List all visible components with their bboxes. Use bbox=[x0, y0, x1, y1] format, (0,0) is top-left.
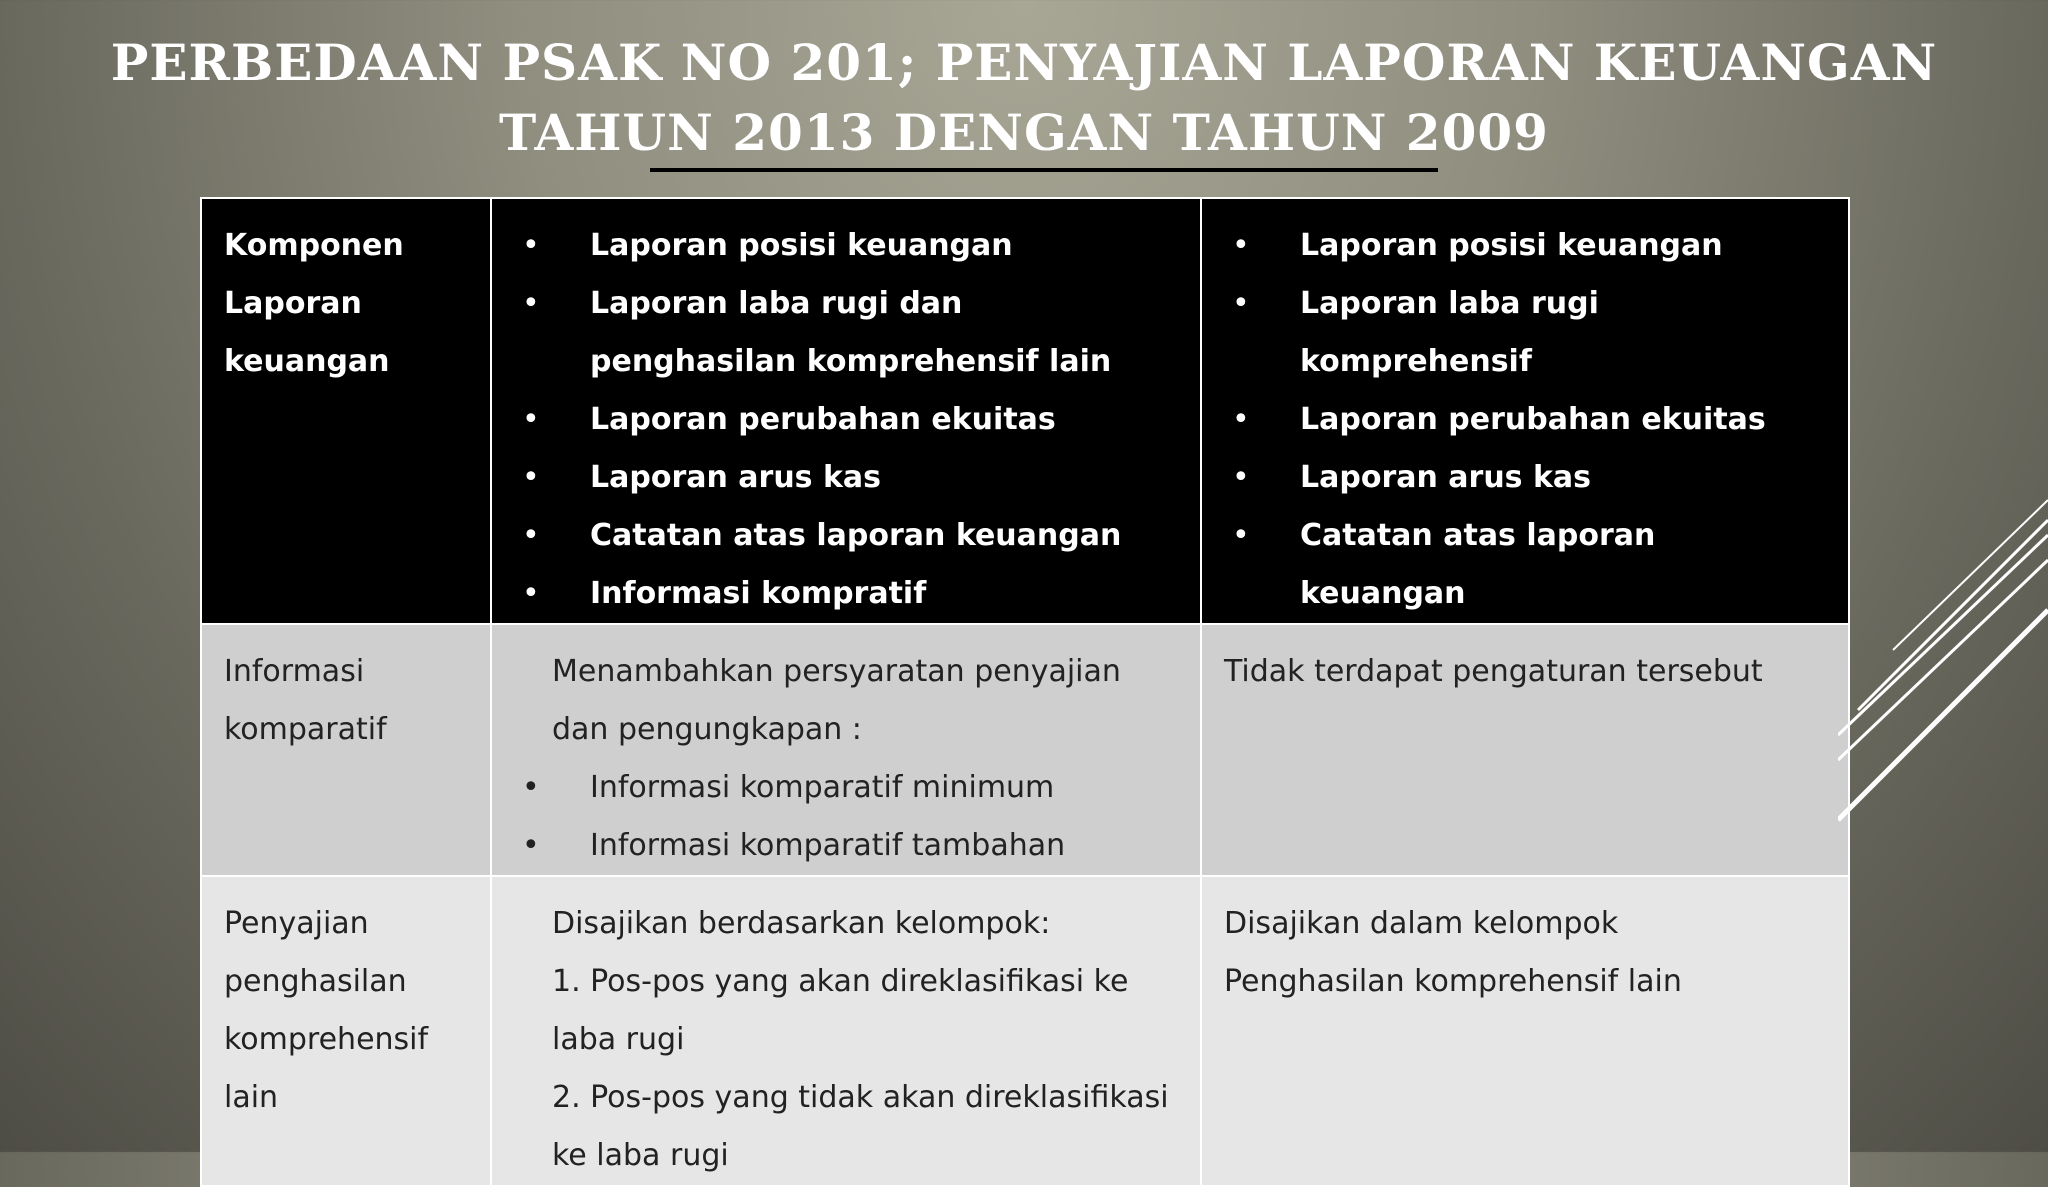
row-label-cell bbox=[201, 876, 491, 1186]
list-item: • Laporan laba rugi komprehensif bbox=[1224, 275, 1826, 391]
list-item: • Informasi kompratif bbox=[514, 565, 1178, 623]
cell-line: Disajikan dalam kelompok bbox=[1224, 906, 1619, 941]
list-item: • Laporan arus kas bbox=[514, 449, 1178, 507]
title-underline bbox=[650, 168, 1438, 172]
title-line-1: PERBEDAAN PSAK NO 201; PENYAJIAN LAPORAN KEUANGAN bbox=[110, 33, 1938, 92]
psak-2009-cell bbox=[1201, 624, 1849, 876]
row-label-cell bbox=[201, 198, 491, 624]
table-row bbox=[201, 624, 1849, 876]
list-item: • Laporan posisi keuangan bbox=[1224, 217, 1826, 275]
slide-title bbox=[0, 28, 2048, 168]
cell-line: 1. Pos-pos yang akan direklasifikasi ke laba rugi bbox=[552, 964, 1129, 1057]
list-item: • Informasi komparatif minimum bbox=[514, 759, 1178, 817]
row-label-line: komparatif bbox=[224, 712, 387, 747]
list-item: • Laporan perubahan ekuitas bbox=[1224, 391, 1826, 449]
list-item: • Informasi komparatif tambahan bbox=[514, 817, 1178, 875]
psak-2013-cell bbox=[491, 198, 1201, 624]
table-row bbox=[201, 876, 1849, 1186]
comparison-table bbox=[200, 197, 1850, 1187]
table-row bbox=[201, 198, 1849, 624]
row-label-cell bbox=[201, 624, 491, 876]
row-label-line: komprehensif bbox=[224, 1022, 429, 1057]
bullet-list bbox=[1224, 217, 1826, 623]
cell-line: Penghasilan komprehensif lain bbox=[1224, 964, 1682, 999]
decorative-lines bbox=[1838, 480, 2048, 840]
cell-intro: Menambahkan persyaratan penyajian dan pengungkapan : bbox=[552, 654, 1121, 747]
psak-2009-cell bbox=[1201, 198, 1849, 624]
list-item: • Catatan atas laporan keuangan bbox=[514, 507, 1178, 565]
psak-2013-cell bbox=[491, 624, 1201, 876]
bullet-list bbox=[514, 759, 1178, 875]
list-item: • Laporan laba rugi dan penghasilan komprehensif lain bbox=[514, 275, 1178, 391]
title-line-2: TAHUN 2013 DENGAN TAHUN 2009 bbox=[499, 103, 1549, 162]
row-label-line: Komponen bbox=[224, 228, 404, 263]
row-label-line: penghasilan bbox=[224, 964, 407, 999]
cell-line: 2. Pos-pos yang tidak akan direklasifikasi ke laba rugi bbox=[552, 1080, 1169, 1173]
row-label-line: Laporan bbox=[224, 286, 362, 321]
bullet-list bbox=[514, 217, 1178, 623]
list-item: • Laporan posisi keuangan bbox=[514, 217, 1178, 275]
row-label-line: Informasi bbox=[224, 654, 365, 689]
list-item: • Laporan arus kas bbox=[1224, 449, 1826, 507]
row-label-line: keuangan bbox=[224, 344, 390, 379]
list-item: • Catatan atas laporan keuangan bbox=[1224, 507, 1826, 623]
list-item: • Laporan perubahan ekuitas bbox=[514, 391, 1178, 449]
cell-text: Tidak terdapat pengaturan tersebut bbox=[1224, 654, 1763, 689]
psak-2013-cell bbox=[491, 876, 1201, 1186]
row-label-line: Penyajian bbox=[224, 906, 369, 941]
psak-2009-cell bbox=[1201, 876, 1849, 1186]
row-label-line: lain bbox=[224, 1080, 279, 1115]
cell-intro: Disajikan berdasarkan kelompok: bbox=[552, 906, 1051, 941]
